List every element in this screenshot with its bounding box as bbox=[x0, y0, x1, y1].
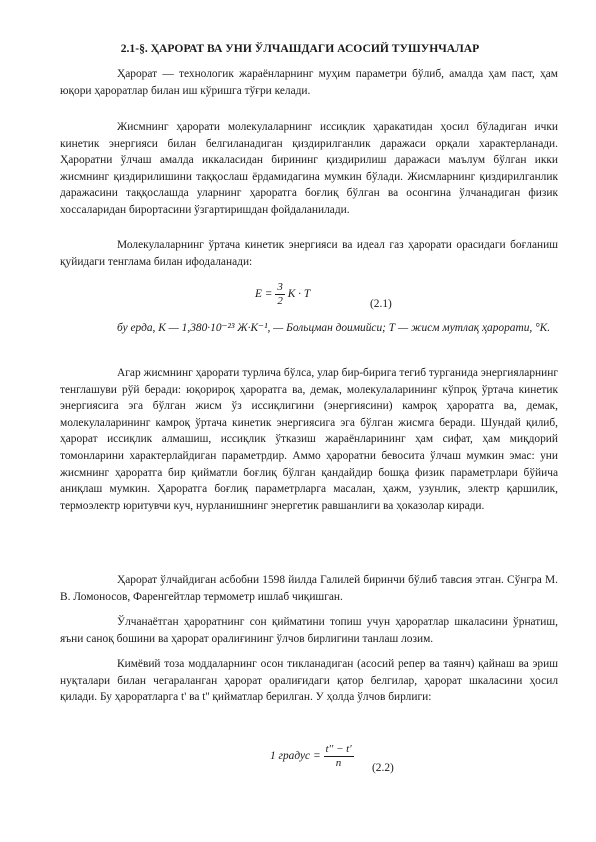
formula-2-1-numerator: 3 bbox=[277, 281, 283, 293]
paragraph-8: Кимёвий тоза моддаларнинг осон тикланадиган (асосий репер ва таянч) қайнаш ва эриш нуқталари билан чегараланган ҳарорат оралиғидаги қатор белгилар, ҳарорат шкаласини ҳосил қилади. Бу ҳароратларга t' ва t'' қийматлар берилган. У ҳолда ўлчов бирлиги: bbox=[60, 658, 558, 704]
paragraph-2: Жисмнинг ҳарорати молекулаларнинг иссиқлик ҳаракатидан ҳосил бўладиган ички кинетик энергияси билан белгиланадиган қиздирилганлик даражаси орқали характерланади. Ҳароратни ўлчаш амалда иккаласидан бирининг қиздирилиш даражаси маълум бўлган икки жисмнинг қиздирилишини таққослаш ёрдамидагина мумкин бўлади. Жисмларнинг қиздирилганлик даражасини таққослашда уларнинг ҳароратга боғлиқ бўлган ва осонгина ўлчанадиган физик хоссаларидан бирортасини ўзгартиришдан фойдаланилади. bbox=[60, 121, 558, 216]
formula-2-1-denominator: 2 bbox=[277, 295, 283, 307]
formula-2-2-numerator: t'' − t' bbox=[325, 743, 352, 755]
paragraph-1: Ҳарорат — технологик жараёнларнинг муҳим параметри бўлиб, амалда ҳам паст, ҳам юқори ҳароратлар билан иш кўришга тўғри келади. bbox=[60, 68, 558, 97]
formula-2-2-fraction bbox=[324, 743, 354, 770]
equation-number-2-2: (2.2) bbox=[372, 762, 394, 774]
equation-number-2-1: (2.1) bbox=[370, 298, 392, 310]
paragraph-7: Ўлчанаётган ҳароратнинг сон қийматини топиш учун ҳароратлар шкаласини ўрнатиш, яъни саноқ бошини ва ҳарорат оралиғининг ўлчов бирлигини танлаш лозим. bbox=[60, 616, 558, 645]
paragraph-6: Ҳарорат ўлчайдиган асбобни 1598 йилда Галилей биринчи бўлиб тавсия этган. Сўнгра М. В. Ломоносов, Фаренгейтлар термометр ишлаб чиқишган. bbox=[60, 574, 558, 603]
section-title: 2.1-§. ҲАРОРАТ ВА УНИ ЎЛЧАШДАГИ АСОСИЙ ТУШУНЧАЛАР bbox=[120, 42, 480, 55]
formula-2-1 bbox=[255, 281, 310, 308]
formula-2-2-denominator: n bbox=[335, 757, 342, 769]
formula-2-2-lhs: 1 градус = bbox=[270, 750, 321, 763]
formula-2-1-lhs: E = bbox=[255, 288, 273, 301]
paragraph-boltzmann: бу ерда, K — 1,380·10⁻²³ Ж·К⁻¹, — Больцман доимийси; Т — жисм мутлақ ҳарорати, °К. bbox=[117, 322, 551, 334]
formula-2-1-fraction bbox=[275, 281, 285, 308]
formula-2-1-rhs: K · T bbox=[287, 288, 311, 301]
paragraph-3: Молекулаларнинг ўртача кинетик энергияси ва идеал газ ҳарорати орасидаги боғланиш қуйидаги тенглама билан ифодаланади: bbox=[60, 239, 558, 268]
formula-2-2 bbox=[270, 743, 354, 770]
paragraph-5: Агар жисмнинг ҳарорати турлича бўлса, улар бир-бирига тегиб турганида энергияларнинг тенглашуви рўй беради: юқорироқ ҳароратга ва, демак, молекулаларининг кўпроқ ўртача кинетик энергиясига эга бўлган жисм ўз иссиқлигини (энергиясини) камроқ ҳароратга ва, демак, молекулаларининг камроқ ўртача кинетик энергиясига эга бўлган жисмга беради. Шундай қилиб, ҳарорат иссиқлик алмашиш, иссиқлик ўтказиш жараёнларининг ҳам сифат, ҳам миқдорий томонларини характерлайдиган параметрдир. Аммо ҳароратни бевосита ўлчаш мумкин эмас: уни жисмнинг ҳароратга бир қийматли боғлиқ бўлган қандайдир бошқа физик параметрлари бўйича аниқлаш мумкин. Ҳароратга боғлиқ параметрларга масалан, ҳажм, узунлик, электр қаршилик, термоэлектр юритувчи куч, нурланишнинг энергетик равшанлиги ва ҳоказолар киради. bbox=[60, 367, 558, 512]
